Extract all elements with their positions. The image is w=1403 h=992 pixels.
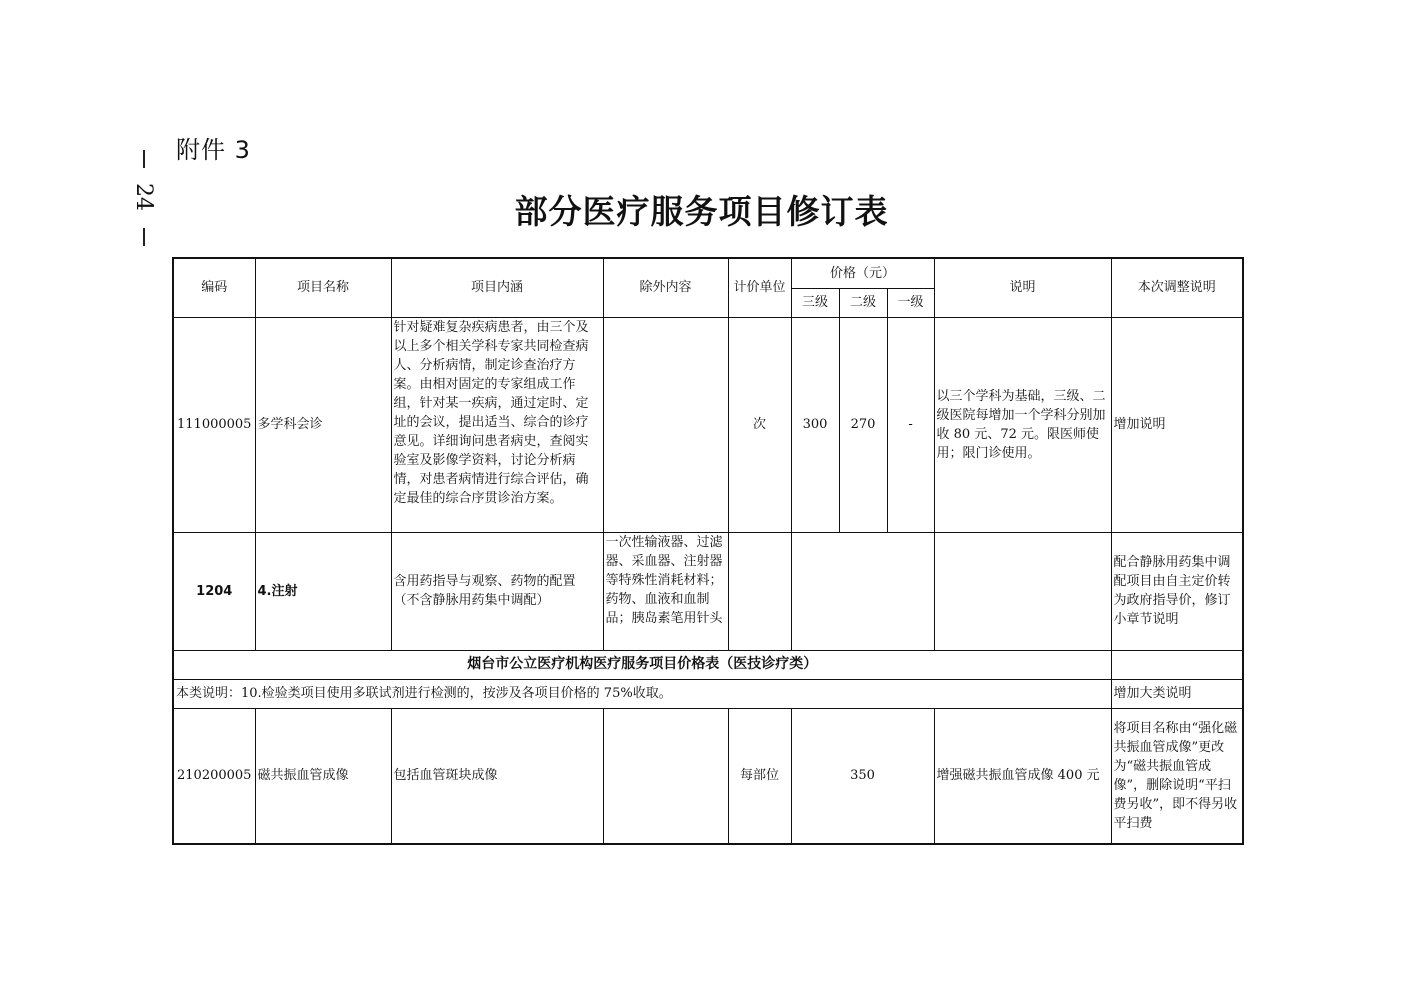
row-exclusions (603, 317, 728, 532)
section-title: 烟台市公立医疗机构医疗服务项目价格表（医技诊疗类） (173, 650, 1111, 679)
row-adjustment: 将项目名称由“强化磁共振血管成像”更改为“磁共振血管成像”，删除说明“平扫费另收”，即不得另收平扫费 (1111, 708, 1243, 844)
row-exclusions (603, 708, 728, 844)
row-level2: 270 (839, 317, 887, 532)
section-note-row (173, 679, 1243, 708)
row-notes: 以三个学科为基础，三级、二级医院每增加一个学科分别加收 80 元、72 元。限医师使用；限门诊使用。 (934, 317, 1111, 532)
section-title-row (173, 650, 1243, 679)
row-content: 包括血管斑块成像 (391, 708, 603, 844)
header-row-1 (173, 258, 1243, 288)
row-exclusions: 一次性输液器、过滤器、采血器、注射器等特殊性消耗材料；药物、血液和血制品；胰岛素笔用针头 (603, 532, 728, 650)
page-number: 24 (131, 183, 157, 211)
row-level3: 300 (791, 317, 839, 532)
header-price: 价格（元） (791, 258, 934, 288)
row-notes: 增强磁共振血管成像 400 元 (934, 708, 1111, 844)
row-content: 针对疑难复杂疾病患者，由三个及以上多个相关学科专家共同检查病人、分析病情，制定诊查治疗方案。由相对固定的专家组成工作组，针对某一疾病，通过定时、定址的会议，提出适当、综合的诊疗意见。详细询问患者病史，查阅实验室及影像学资料，讨论分析病情，对患者病情进行综合评估，确定最佳的综合序贯诊治方案。 (391, 317, 603, 532)
row-notes (934, 532, 1111, 650)
header-exclusions: 除外内容 (603, 258, 728, 317)
row-code: 111000005 (173, 317, 255, 532)
row-name: 磁共振血管成像 (255, 708, 391, 844)
header-level2: 二级 (839, 288, 887, 317)
row-adjustment: 增加说明 (1111, 317, 1243, 532)
table-row (173, 708, 1243, 844)
row-code: 1204 (173, 532, 255, 650)
header-code: 编码 (173, 258, 255, 317)
row-level1: - (887, 317, 934, 532)
row-unit (728, 532, 791, 650)
row-name: 4.注射 (255, 532, 391, 650)
header-name: 项目名称 (255, 258, 391, 317)
header-adjustment: 本次调整说明 (1111, 258, 1243, 317)
section-note: 本类说明：10.检验类项目使用多联试剂进行检测的，按涉及各项目价格的 75%收取。 (173, 679, 1111, 708)
table-row (173, 532, 1243, 650)
section-title-adjustment (1111, 650, 1243, 679)
row-name: 多学科会诊 (255, 317, 391, 532)
header-notes: 说明 (934, 258, 1111, 317)
table-row (173, 317, 1243, 532)
header-content: 项目内涵 (391, 258, 603, 317)
row-adjustment: 配合静脉用药集中调配项目由自主定价转为政府指导价，修订小章节说明 (1111, 532, 1243, 650)
page-number-dash-top (143, 150, 145, 168)
row-unit: 每部位 (728, 708, 791, 844)
row-price (791, 532, 934, 650)
header-unit: 计价单位 (728, 258, 791, 317)
revision-table (172, 257, 1244, 845)
row-price: 350 (791, 708, 934, 844)
document-title: 部分医疗服务项目修订表 (514, 192, 889, 231)
header-level3: 三级 (791, 288, 839, 317)
header-level1: 一级 (887, 288, 934, 317)
row-unit: 次 (728, 317, 791, 532)
attachment-label: 附件 3 (176, 136, 251, 164)
row-content: 含用药指导与观察、药物的配置（不含静脉用药集中调配） (391, 532, 603, 650)
section-note-adjustment: 增加大类说明 (1111, 679, 1243, 708)
row-code: 210200005 (173, 708, 255, 844)
